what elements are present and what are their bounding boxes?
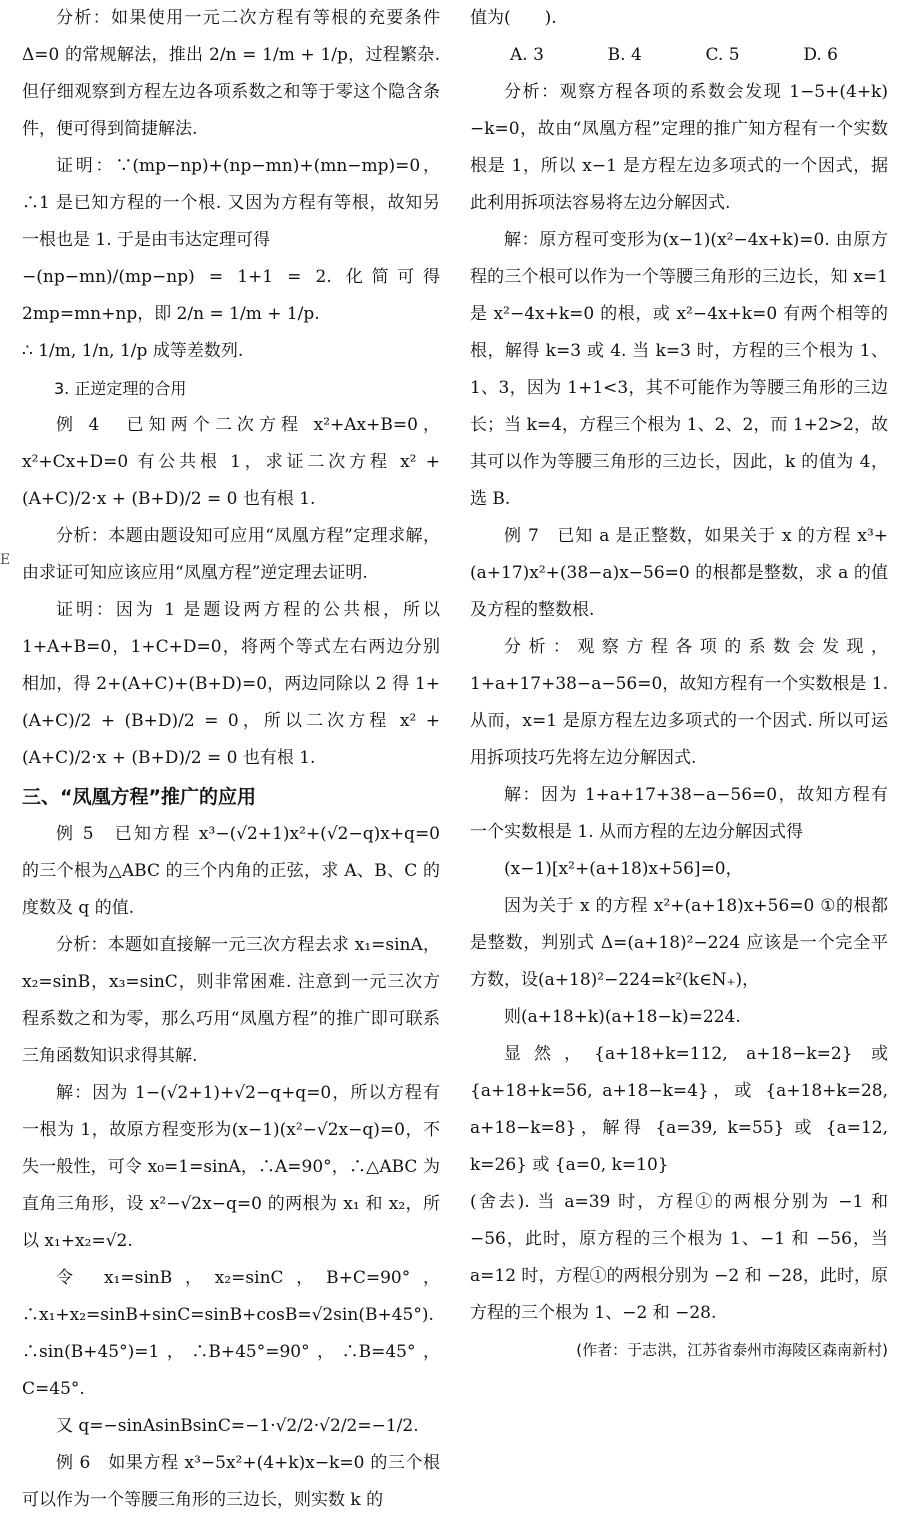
example-6-cont: 值为( ). (470, 8, 557, 28)
option-c: C. 5 (705, 45, 740, 65)
analysis-paragraph-1: 分析：如果使用一元二次方程有等根的充要条件 Δ=0 的常规解法，推出 2/n = 1/m + 1/p，过程繁杂. 但仔细观察到方程左边各项系数之和等于零这个隐含条件，便可得到简捷解法. (22, 8, 440, 139)
example-7: 例 7 已知 a 是正整数，如果关于 x 的方程 x³+(a+17)x²+(38−a)x−56=0 的根都是整数，求 a 的值及方程的整数根. (470, 526, 888, 620)
analysis-5: 分析：本题如直接解一元三次方程去求 x₁=sinA，x₂=sinB，x₃=sinC，则非常困难. 注意到一元三次方程系数之和为零，那么巧用“凤凰方程”的推广即可联系三角函数知识求得其解. (22, 935, 440, 1066)
author-line: (作者：于志洪，江苏省泰州市海陵区森南新村) (576, 1341, 888, 1359)
option-a: A. 3 (510, 45, 544, 65)
example-6: 例 6 如果方程 x³−5x²+(4+k)x−k=0 的三个根可以作为一个等腰三角形的三边长，则实数 k 的 (22, 1453, 440, 1510)
subsection-3: 3. 正逆定理的合用 (54, 379, 187, 398)
analysis-4: 分析：本题由题设知可应用“凤凰方程”定理求解，由求证可知应该应用“凤凰方程”逆定理去证明. (22, 526, 440, 583)
solution-7-systems: 显然，{a+18+k=112, a+18−k=2} 或 {a+18+k=56, a+18−k=4}，或 {a+18+k=28, a+18−k=8}，解得 {a=39, k=55} 或 {a=12, k=26} 或 {a=0, k=10} (470, 1044, 888, 1175)
solution-5-part-1: 解：因为 1−(√2+1)+√2−q+q=0，所以方程有一根为 1，故原方程变形为(x−1)(x²−√2x−q)=0，不失一般性，可令 x₀=1=sinA，∴A=90°，∴△ABC 为直角三角形，设 x²−√2x−q=0 的两根为 x₁ 和 x₂，所以 x₁+x₂=√2. (22, 1083, 440, 1251)
analysis-6: 分析：观察方程各项的系数会发现 1−5+(4+k)−k=0，故由“凤凰方程”定理的推广知方程有一个实数根是 1，所以 x−1 是方程左边多项式的一个因式，据此利用拆项法容易将左边分解因式. (470, 82, 888, 213)
solution-7-part-1: 解：因为 1+a+17+38−a−56=0，故知方程有一个实数根是 1. 从而方程的左边分解因式得 (470, 785, 888, 842)
solution-7-part-2: 因为关于 x 的方程 x²+(a+18)x+56=0 ①的根都是整数，判别式 Δ=(a+18)²−224 应该是一个完全平方数，设(a+18)²−224=k²(k∈N₊)， (470, 896, 888, 990)
option-b: B. 4 (607, 45, 642, 65)
example-5: 例 5 已知方程 x³−(√2+1)x²+(√2−q)x+q=0 的三个根为△ABC 的三个内角的正弦，求 A、B、C 的度数及 q 的值. (22, 824, 440, 918)
solution-5-part-3: 又 q=−sinAsinBsinC=−1·√2/2·√2/2=−1/2. (56, 1416, 419, 1436)
analysis-7: 分析：观察方程各项的系数会发现，1+a+17+38−a−56=0，故知方程有一个实数根是 1. 从而，x=1 是原方程左边多项式的一个因式. 所以可运用拆项技巧先将左边分解因式. (470, 637, 888, 768)
right-column (470, 0, 888, 1369)
solution-7-equation-2: 则(a+18+k)(a+18−k)=224. (504, 1007, 741, 1027)
section-heading-3: 三、“凤凰方程”推广的应用 (22, 786, 256, 808)
left-column (22, 0, 440, 1519)
option-d: D. 6 (803, 45, 838, 65)
solution-7-part-3: (舍去). 当 a=39 时，方程①的两根分别为 −1 和 −56，此时，原方程的三个根为 1、−1 和 −56，当 a=12 时，方程①的两根分别为 −2 和 −28，此时，原方程的三个根为 1、−2 和 −28. (470, 1192, 888, 1323)
example-4: 例 4 已知两个二次方程 x²+Ax+B=0，x²+Cx+D=0 有公共根 1，求证二次方程 x² + (A+C)/2·x + (B+D)/2 = 0 也有根 1. (22, 415, 440, 509)
solution-7-equation: (x−1)[x²+(a+18)x+56]=0， (504, 859, 743, 879)
proof-conclusion: ∴ 1/m, 1/n, 1/p 成等差数列. (22, 341, 244, 361)
proof-4: 证明：因为 1 是题设两方程的公共根，所以 1+A+B=0，1+C+D=0，将两个等式左右两边分别相加，得 2+(A+C)+(B+D)=0，两边同除以 2 得 1+ (A+C)/2 + (B+D)/2 = 0，所以二次方程 x² + (A+C)/2·x + (B+D)/2 = 0 也有根 1. (22, 600, 440, 768)
proof-paragraph-1: 证明：∵(mp−np)+(np−mn)+(mn−mp)=0，∴1 是已知方程的一个根. 又因为方程有等根，故知另一根也是 1. 于是由韦达定理可得 (22, 156, 440, 250)
answer-options (470, 37, 888, 74)
solution-5-part-2: 令 x₁=sinB，x₂=sinC，B+C=90°，∴x₁+x₂=sinB+sinC=sinB+cosB=√2sin(B+45°). ∴sin(B+45°)=1，∴B+45°=90°，∴B=45°，C=45°. (22, 1268, 440, 1399)
proof-paragraph-1-cont: −(np−mn)/(mp−np) = 1+1 = 2. 化简可得 2mp=mn+np，即 2/n = 1/m + 1/p. (22, 267, 440, 324)
solution-6: 解：原方程可变形为(x−1)(x²−4x+k)=0. 由原方程的三个根可以作为一个等腰三角形的三边长，知 x=1 是 x²−4x+k=0 的根，或 x²−4x+k=0 有两个相等的根，解得 k=3 或 4. 当 k=3 时，方程的三个根为 1、1、3，因为 1+1<3，其不可能作为等腰三角形的三边长；当 k=4，方程三个根为 1、2、2，而 1+2>2，故其可以作为等腰三角形的三边长，因此，k 的值为 4，选 B. (470, 230, 888, 509)
margin-mark: E (0, 552, 11, 568)
